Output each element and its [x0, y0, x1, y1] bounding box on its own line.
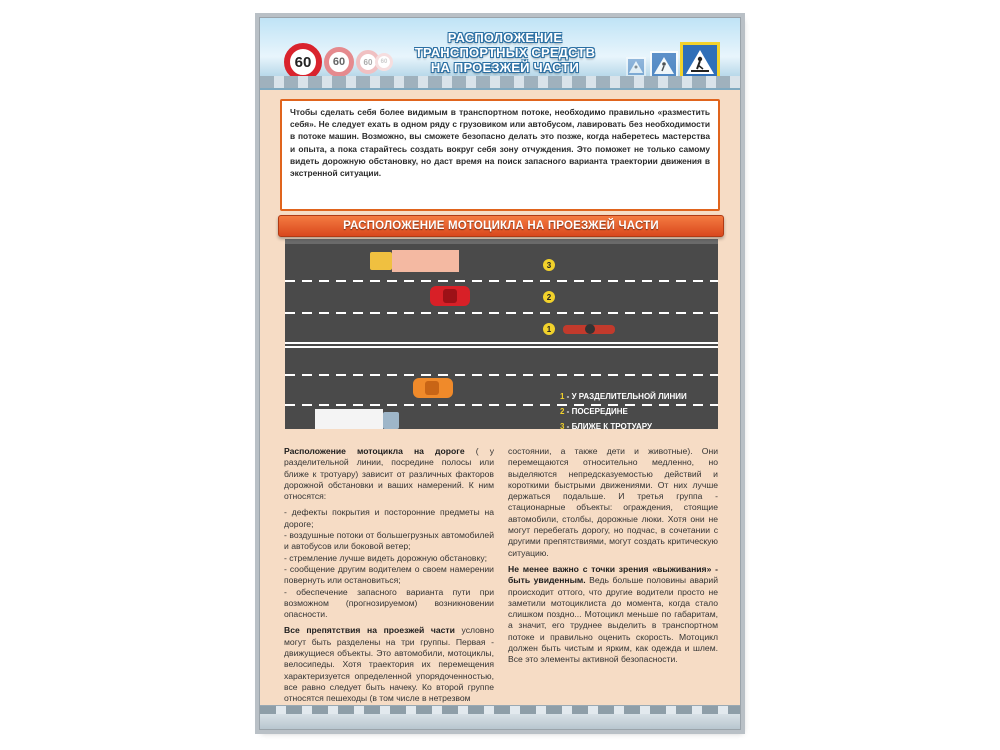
body-column-right [508, 446, 718, 671]
road-diagram [285, 229, 718, 429]
title-line: ТРАНСПОРТНЫХ СРЕДСТВ [414, 45, 596, 60]
body-heading: Расположение мотоцикла на дороге [284, 446, 465, 456]
speed-limit-sign-icon: 60 [375, 53, 393, 71]
legend-item-2: 2 - ПОСЕРЕДИНЕ [560, 407, 628, 416]
orange-car-icon [413, 378, 453, 398]
pedestrian-crossing-sign-icon [650, 51, 678, 79]
intro-text: Чтобы сделать себя более видимым в транспортном потоке, необходимо правильно «разместить себя». Не следует ехать в одном ряду с грузовиком или автобусом, лавировать без необходимости в потоке машин. Возможно, вы сможете безопасно делать это позже, когда наберетесь мастерства и опыта, а пока старайтесь создать вокруг себя зону отчуждения. Это поможет не только самому видеть дорожную обстановку, но даст время на поиск запасного варианта траектории движения в экстренной ситуации. [290, 107, 710, 179]
footer-road-strip [260, 706, 740, 714]
body-text: ( у разделительной линии, посредине полосы или ближе к тротуару) зависит от различных факторов дорожной обстановки и ваших намерений. К ним относятся: [284, 446, 494, 502]
list-item: - стремление лучше видеть дорожную обстановку; [284, 552, 488, 563]
speed-limit-sign-icon: 60 [324, 47, 354, 77]
poster [259, 17, 741, 730]
position-marker-1 [543, 323, 555, 335]
list-item: - обеспечение запасного варианта пути при возможном (прогнозируемом) возникновении опасности. [284, 586, 494, 620]
body-column-left [284, 446, 494, 710]
speed-limit-sign-icon: 60 [356, 50, 380, 74]
section-title: РАСПОЛОЖЕНИЕ МОТОЦИКЛА НА ПРОЕЗЖЕЙ ЧАСТИ [343, 220, 659, 232]
pedestrian-crossing-sign-icon [626, 57, 646, 77]
red-car-icon [430, 286, 470, 306]
body-paragraph-continued: состоянии, а также дети и животные). Они перемещаются относительно медленно, но выделяются непредсказуемостью действий и короткими быстрыми движениями. От них лучше держаться подальше. И третья группа - стационарные объекты: ограждения, стоящие автомобили, столбы, дорожные люки. Хотя они не могут перебегать дорогу, но подчас, в сочетании с другими препятствиями, могут создать критическую ситуацию. [508, 446, 718, 558]
svg-text:3: 3 [546, 261, 552, 270]
poster-header [260, 18, 740, 90]
white-truck-icon [315, 409, 399, 429]
body-paragraph [508, 564, 718, 666]
svg-text:1: 1 [546, 325, 552, 334]
body-paragraph [284, 446, 494, 502]
poster-footer [260, 705, 740, 729]
speed-limit-sign-icon: 60 [284, 43, 322, 81]
legend-item-3: 3 - БЛИЖЕ К ТРОТУАРУ [560, 422, 652, 429]
body-heading: Не менее важно с точки зрения «выживания» - быть увиденным. [508, 563, 718, 586]
page-title [390, 30, 620, 75]
position-marker-2 [543, 291, 555, 303]
motorcycle-icon [563, 324, 615, 334]
title-line: РАСПОЛОЖЕНИЕ [447, 30, 563, 45]
body-text: условно могут быть разделены на три группы. Первая - движущиеся объекты. Это автомобили, мотоциклы, велосипеды. Хотя траектория их перемещения характеризуется определенной упорядоченностью, все равно следует быть начеку. Ко второй группе относятся пешеходы (в том числе в нетрезвом [284, 625, 494, 704]
position-marker-3 [543, 259, 555, 271]
legend-item-1: 1 - У РАЗДЕЛИТЕЛЬНОЙ ЛИНИИ [560, 392, 687, 401]
list-item: - воздушные потоки от большегрузных автомобилей и автобусов или боковой ветер; [284, 530, 494, 552]
truck-icon [370, 250, 459, 272]
title-line: НА ПРОЕЗЖЕЙ ЧАСТИ [430, 60, 580, 75]
body-text: Ведь больше половины аварий происходит оттого, что другие водители просто не заметили мотоциклиста до момента, когда стало слишком поздно... Мотоцикл меньше по габаритам, а значит, его труднее выделить в транспортном потоке и правильно оценить скорость. Мотоцикл должен быть чистым и ярким, как одежда и шлем. Все это элементы активной безопасности. [508, 575, 718, 665]
svg-text:2: 2 [546, 293, 552, 302]
body-heading: Все препятствия на проезжей части [284, 625, 455, 636]
section-title-bar [278, 215, 724, 237]
body-paragraph [284, 625, 494, 704]
intro-text-box [280, 99, 720, 211]
list-item: - сообщение другим водителем о своем намерении повернуть или остановиться; [284, 563, 494, 586]
list-item: - дефекты покрытия и посторонние предметы на дороге; [284, 507, 494, 529]
header-road-strip [260, 76, 740, 88]
